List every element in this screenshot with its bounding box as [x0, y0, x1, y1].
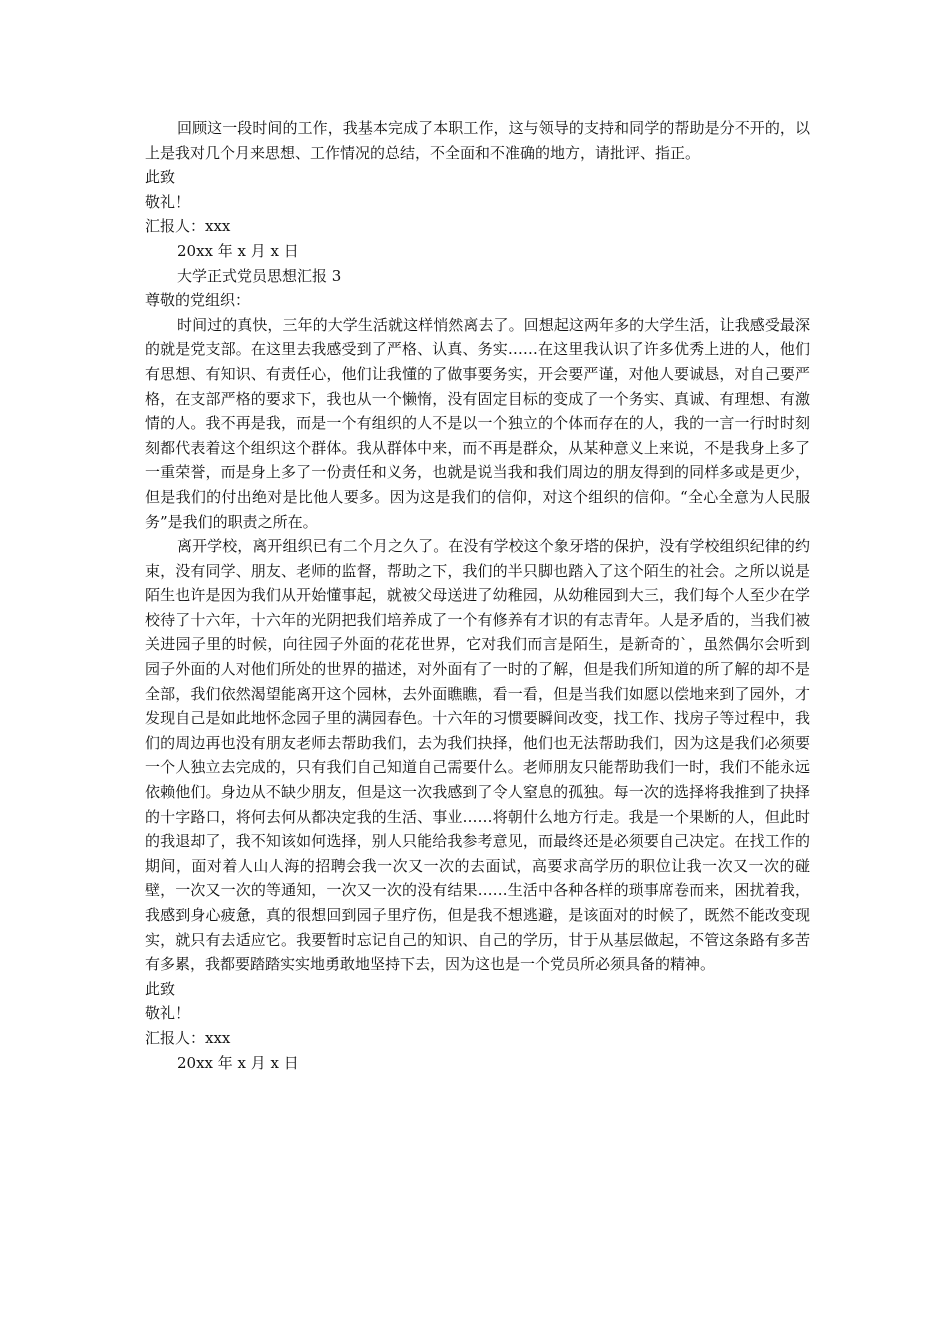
regards: 敬礼！ — [145, 1004, 191, 1023]
greeting: 尊敬的党组织： — [145, 291, 251, 310]
salutation: 此致 — [145, 168, 176, 187]
body-paragraph-2: 离开学校，离开组织已有二个月之久了。在没有学校这个象牙塔的保护，没有学校组织纪律的约束，没有同学、朋友、老师的监督，帮助之下，我们的半只脚也踏入了这个陌生的社会。之所以说是陌生也许是因为我们从开始懂事起，就被父母送进了幼稚园，从幼稚园到大三，我们每个人至少在学校待了十六年，十六年的光阴把我们培养成了一个有修养有才识的有志青年。人是矛盾的，当我们被关进园子里的时候，向往园子外面的花花世界，它对我们而言是陌生，是新奇的`，虽然偶尔会听到园子外面的人对他们所处的世界的描述，对外面有了一时的了解，但是我们所知道的所了解的却不是全部，我们依然渴望能离开这个园林，去外面瞧瞧，看一看，但是当我们如愿以偿地来到了园外，才发现自己是如此地怀念园子里的满园春色。十六年的习惯要瞬间改变，找工作、找房子等过程中，我们的周边再也没有朋友老师去帮助我们，去为我们抉择，他们也无法帮助我们，因为这是我们必须要一个人独立去完成的，只有我们自己知道自己需要什么。老师朋友只能帮助我们一时，我们不能永远依赖他们。身边从不缺少朋友，但是这一次我感到了令人窒息的孤独。每一次的选择将我推到了抉择的十字路口，将何去何从都决定我的生活、事业……将朝什么地方行走。我是一个果断的人，但此时的我退却了，我不知该如何选择，别人只能给我参考意见，而最终还是必须要自己决定。在找工作的期间，面对着人山人海的招聘会我一次又一次的去面试，高要求高学历的职位让我一次又一次的碰壁，一次又一次的等通知，一次又一次的没有结果……生活中各种各样的琐事席卷而来，困扰着我，我感到身心疲惫，真的很想回到园子里疗伤，但是我不想逃避，是该面对的时候了，既然不能改变现实，就只有去适应它。我要暂时忘记自己的知识、自己的学历，甘于从基层做起，不管这条路有多苦有多累，我都要踏踏实实地勇敢地坚持下去，因为这也是一个党员所必须具备的精神。 — [145, 537, 810, 974]
reporter-line: 汇报人：xxx — [145, 217, 231, 236]
body-paragraph-1: 时间过的真快，三年的大学生活就这样悄然离去了。回想起这两年多的大学生活，让我感受最深的就是党支部。在这里去我感受到了严格、认真、务实……在这里我认识了许多优秀上进的人，他们有思想、有知识、有责任心，他们让我懂的了做事要务实，开会要严谨，对他人要诚恳，对自己要严格，在支部严格的要求下，我也从一个懒惰，没有固定目标的变成了一个务实、真诚、有理想、有激情的人。我不再是我，而是一个有组织的人不是以一个独立的个体而存在的人，我的一言一行时时刻刻都代表着这个组织这个群体。我从群体中来，而不再是群众，从某种意义上来说，不是我身上多了一重荣誉，而是身上多了一份责任和义务，也就是说当我和我们周边的朋友得到的同样多或是更少，但是我们的付出绝对是比他人要多。因为这是我们的信仰，对这个组织的信仰。“全心全意为人民服务”是我们的职责之所在。 — [145, 315, 810, 531]
reporter-line: 汇报人：xxx — [145, 1028, 231, 1047]
report-date: 20xx 年 x 月 x 日 — [177, 241, 299, 260]
report-date: 20xx 年 x 月 x 日 — [177, 1053, 299, 1072]
salutation: 此致 — [145, 979, 176, 998]
document-body — [145, 116, 810, 1075]
regards: 敬礼！ — [145, 192, 191, 211]
section-title: 大学正式党员思想汇报 3 — [177, 266, 342, 285]
closing-paragraph: 回顾这一段时间的工作，我基本完成了本职工作，这与领导的支持和同学的帮助是分不开的，以上是我对几个月来思想、工作情况的总结，不全面和不准确的地方，请批评、指正。 — [145, 119, 810, 162]
